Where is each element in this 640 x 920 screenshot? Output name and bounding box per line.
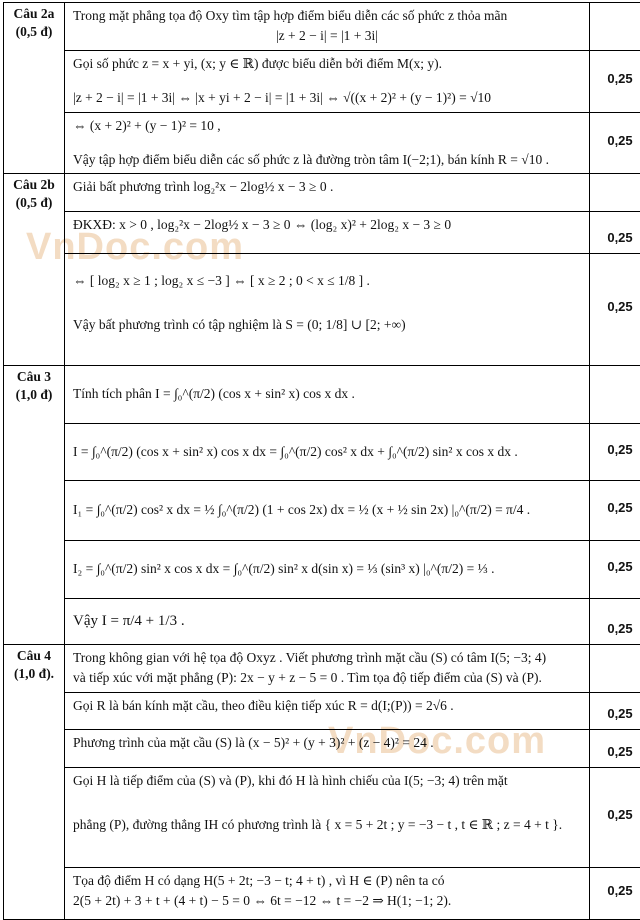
content-cell xyxy=(65,112,590,174)
question-points: (1,0 đ) xyxy=(4,386,64,404)
table-row xyxy=(4,174,640,212)
score-cell: 0,25 xyxy=(590,868,640,920)
content-cell xyxy=(65,693,590,730)
content-line: Vậy bất phương trình có tập nghiệm là S = (0; 1/8] ∪ [2; +∞) xyxy=(73,315,581,335)
score-cell: 0,25 xyxy=(590,541,640,599)
answer-key-table xyxy=(3,2,640,920)
content-line: ⇔ [ log₂ x ≥ 1 ; log₂ x ≤ −3 ] ⇔ [ x ≥ 2 ; 0 < x ≤ 1/8 ] . xyxy=(73,271,581,291)
question-label: Câu 3 xyxy=(4,368,64,386)
content-line: 2(5 + 2t) + 3 + t + (4 + t) − 5 = 0 ⇔ 6t = −12 ⇔ t = −2 ⇒ H(1; −1; 2). xyxy=(73,891,581,911)
content-cell xyxy=(65,3,590,51)
table-row xyxy=(4,645,640,693)
table-row xyxy=(4,50,640,112)
content-line: I = ∫₀^(π/2) (cos x + sin² x) cos x dx = ∫₀^(π/2) cos² x dx + ∫₀^(π/2) sin² x cos x dx . xyxy=(73,442,581,462)
watermark-bottom: VnDoc.com xyxy=(328,720,546,763)
question-cell xyxy=(4,366,65,645)
score-cell xyxy=(590,645,640,693)
score-cell: 0,25 xyxy=(590,730,640,768)
score-cell xyxy=(590,366,640,424)
content-line: Trong mặt phẳng tọa độ Oxy tìm tập hợp điểm biểu diễn các số phức z thỏa mãn xyxy=(73,6,581,26)
score-cell: 0,25 xyxy=(590,212,640,254)
content-line: |z + 2 − i| = |1 + 3i| ⇔ |x + yi + 2 − i| = |1 + 3i| ⇔ √((x + 2)² + (y − 1)²) = √10 xyxy=(73,88,581,108)
table-row xyxy=(4,693,640,730)
content-line: ĐKXĐ: x > 0 , log₂²x − 2log½ x − 3 ≥ 0 ⇔ (log₂ x)² + 2log₂ x − 3 ≥ 0 xyxy=(73,215,581,235)
table-row xyxy=(4,768,640,868)
content-cell xyxy=(65,174,590,212)
content-line: I₂ = ∫₀^(π/2) sin² x cos x dx = ∫₀^(π/2) sin² x d(sin x) = ⅓ (sin³ x) |₀^(π/2) = ⅓ . xyxy=(73,559,581,579)
content-line: Giải bất phương trình log₂²x − 2log½ x − 3 ≥ 0 . xyxy=(73,177,581,197)
content-cell xyxy=(65,254,590,366)
score-cell xyxy=(590,3,640,51)
question-points: (1,0 đ). xyxy=(4,665,64,683)
table-row xyxy=(4,541,640,599)
score-cell: 0,25 xyxy=(590,50,640,112)
table-row xyxy=(4,366,640,424)
content-line: Trong không gian với hệ tọa độ Oxyz . Viết phương trình mặt cầu (S) có tâm I(5; −3; 4) xyxy=(73,648,581,668)
content-line: Gọi R là bán kính mặt cầu, theo điều kiện tiếp xúc R = d(I;(P)) = 2√6 . xyxy=(73,696,581,716)
content-cell xyxy=(65,481,590,541)
table-row xyxy=(4,212,640,254)
question-label: Câu 2b xyxy=(4,176,64,194)
score-cell: 0,25 xyxy=(590,693,640,730)
table-row xyxy=(4,3,640,51)
question-cell xyxy=(4,3,65,174)
content-line: I₁ = ∫₀^(π/2) cos² x dx = ½ ∫₀^(π/2) (1 + cos 2x) dx = ½ (x + ½ sin 2x) |₀^(π/2) = π/4 . xyxy=(73,500,581,520)
content-cell xyxy=(65,768,590,868)
content-cell xyxy=(65,541,590,599)
score-cell: 0,25 xyxy=(590,112,640,174)
question-label: Câu 4 xyxy=(4,647,64,665)
table-row xyxy=(4,730,640,768)
table-row xyxy=(4,112,640,174)
content-cell xyxy=(65,730,590,768)
question-cell xyxy=(4,174,65,366)
watermark-top: VnDoc.com xyxy=(26,226,244,269)
question-cell xyxy=(4,645,65,920)
score-cell: 0,25 xyxy=(590,599,640,645)
table-row xyxy=(4,481,640,541)
content-cell xyxy=(65,645,590,693)
score-cell: 0,25 xyxy=(590,481,640,541)
content-line: và tiếp xúc với mặt phẳng (P): 2x − y + z − 5 = 0 . Tìm tọa độ tiếp điểm của (S) và (P). xyxy=(73,668,581,688)
content-line: Tọa độ điểm H có dạng H(5 + 2t; −3 − t; 4 + t) , vì H ∈ (P) nên ta có xyxy=(73,871,581,891)
content-cell xyxy=(65,366,590,424)
content-line: Phương trình của mặt cầu (S) là (x − 5)² + (y + 3)² + (z − 4)² = 24 . xyxy=(73,733,581,753)
score-cell: 0,25 xyxy=(590,768,640,868)
content-line: phẳng (P), đường thẳng IH có phương trình là { x = 5 + 2t ; y = −3 − t , t ∈ ℝ ; z = 4 + t }. xyxy=(73,815,581,835)
table-row xyxy=(4,599,640,645)
content-cell xyxy=(65,424,590,481)
table-row xyxy=(4,254,640,366)
content-line: ⇔ (x + 2)² + (y − 1)² = 10 , xyxy=(73,116,581,136)
content-line: Gọi H là tiếp điểm của (S) và (P), khi đó H là hình chiếu của I(5; −3; 4) trên mặt xyxy=(73,771,581,791)
score-cell: 0,25 xyxy=(590,424,640,481)
question-points: (0,5 đ) xyxy=(4,23,64,41)
content-line: Vậy tập hợp điểm biểu diễn các số phức z là đường tròn tâm I(−2;1), bán kính R = √10 . xyxy=(73,150,581,170)
score-cell: 0,25 xyxy=(590,254,640,366)
question-label: Câu 2a xyxy=(4,5,64,23)
content-line: Vậy I = π/4 + 1/3 . xyxy=(73,610,581,633)
score-cell xyxy=(590,174,640,212)
table-row xyxy=(4,424,640,481)
content-cell xyxy=(65,599,590,645)
content-cell xyxy=(65,50,590,112)
question-points: (0,5 đ) xyxy=(4,194,64,212)
content-line: |z + 2 − i| = |1 + 3i| xyxy=(73,26,581,46)
content-cell xyxy=(65,212,590,254)
content-line: Gọi số phức z = x + yi, (x; y ∈ ℝ) được biểu diễn bởi điểm M(x; y). xyxy=(73,54,581,74)
table-row xyxy=(4,868,640,920)
content-cell xyxy=(65,868,590,920)
content-line: Tính tích phân I = ∫₀^(π/2) (cos x + sin² x) cos x dx . xyxy=(73,384,581,404)
